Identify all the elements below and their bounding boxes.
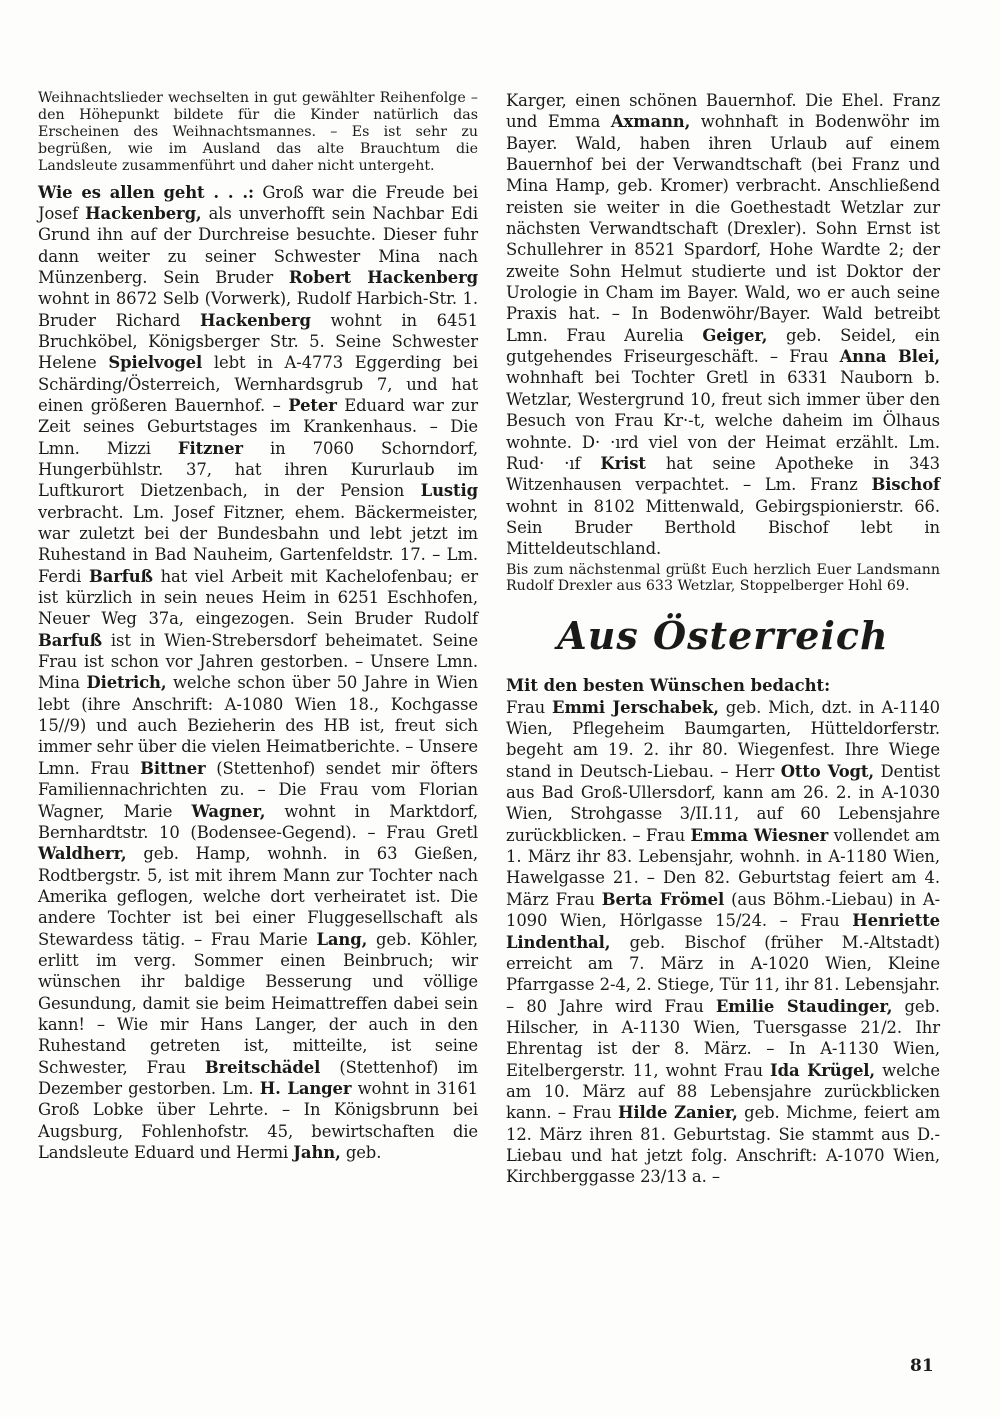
text-run: geb. Hamp, wohnh. in 63 Gießen, Rodtbergstr. 5, ist mit ihrem Mann zur Tochter nach Amerika geflogen, welche dort verheiratet ist. Die andere Tochter ist bei einer Fluggesellschaft als Stewardess tätig. – Frau Marie bbox=[38, 844, 478, 949]
bold-name: Jahn, bbox=[293, 1143, 341, 1162]
bold-name: Emma Wiesner bbox=[690, 825, 829, 845]
text-run: Karger, einen schönen Bauernhof. Die Ehel. Franz und Emma bbox=[506, 91, 940, 132]
right-column bbox=[506, 90, 940, 1188]
news-paragraph-left bbox=[38, 182, 478, 1164]
text-run: wohnt in 8102 Mittenwald, Gebirgspionierstr. 66. Sein Bruder Berthold Bischof lebt in Mitteldeutschland. bbox=[506, 496, 940, 559]
closing-greeting: Bis zum nächstenmal grüßt Euch herzlich Euer Landsmann Rudolf Drexler aus 633 Wetzlar, Stoppelberger Hohl 69. bbox=[506, 561, 940, 595]
birthday-paragraph bbox=[506, 697, 940, 1188]
text-run: wohnt in 6451 Bruchköbel, Königsberger Str. 5. Seine Schwester Helene bbox=[38, 310, 478, 373]
bold-name: Lustig bbox=[420, 481, 478, 501]
text-run: wohnhaft in Bodenwöhr im Bayer. Wald, haben ihren Urlaub auf einem Bauernhof bei der Verwandtschaft (bei Franz und Mina Hamp, geb. Kromer) verbracht. Anschließend reisten sie weiter in die Goethestadt Wetzlar zur nächsten Verwandtschaft (Drexler). Sohn Ernst ist Schullehrer in 8521 Spardorf, Hohe Wardte 2; der zweite Sohn Helmut studierte und ist Doktor der Urologie in Cham im Bayer. Wald, wo er auch seine Praxis hat. – In Bodenwöhr/Bayer. Wald betreibt Lmn. Frau Aurelia bbox=[506, 112, 940, 345]
section-subheading: Mit den besten Wünschen bedacht: bbox=[506, 676, 831, 696]
text-run: (Stettenhof) sendet mir öfters Familiennachrichten zu. – Die Frau vom Florian Wagner, Marie bbox=[38, 758, 478, 821]
text-run: geb. bbox=[340, 1143, 382, 1162]
text-run: verbracht. Lm. Josef Fitzner, ehem. Bäckermeister, war zuletzt bei der Bundesbahn und lebt jetzt im Ruhestand in Bad Nauheim, Gartenfeldstr. 17. – Lm. Ferdi bbox=[38, 502, 478, 586]
text-run: geb. Hilscher, in A-1130 Wien, Tuersgasse 21/2. Ihr Ehrentag ist der 8. März. – In A-1130 Wien, Eitelbergerstr. 11, wohnt Frau bbox=[506, 996, 941, 1080]
bold-name: Wagner, bbox=[191, 801, 266, 821]
bold-name: Anna Blei, bbox=[839, 347, 940, 367]
text-run: welche schon über 50 Jahre in Wien lebt (ihre Anschrift: A-1080 Wien 18., Kochgasse 15//9) und auch Bezieherin des HB ist, freut sich immer sehr über die vielen Heimatberichte. – Unsere Lmn. Frau bbox=[38, 673, 478, 778]
bold-name: Wie es allen geht . . .: bbox=[38, 182, 254, 202]
text-run: wohnt in 8672 Selb (Vorwerk), Rudolf Harbich-Str. 1. Bruder Richard bbox=[38, 289, 478, 330]
text-run: hat viel Arbeit mit Kachelofenbau; er ist kürzlich in sein neues Heim in 6251 Eschhofen, Neuer Weg 37a, eingezogen. Sein Bruder Rudolf bbox=[38, 566, 478, 629]
text-run: ist in Wien-Strebersdorf beheimatet. Seine Frau ist schon vor Jahren gestorben. – Unsere Lmn. Mina bbox=[38, 630, 478, 693]
text-run: geb. Michme, feiert am 12. März ihren 81. Geburtstag. Sie stammt aus D.-Liebau und hat jetzt folg. Anschrift: A-1070 Wien, Kirchberggasse 23/13 a. – bbox=[506, 1103, 941, 1187]
bold-name: Peter bbox=[288, 395, 337, 415]
bold-name: Spielvogel bbox=[108, 353, 203, 373]
text-run: als unverhofft sein Nachbar Edi Grund ihn auf der Durchreise besuchte. Dieser fuhr dann weiter zu seiner Schwester Mina nach Münzenberg. Sein Bruder bbox=[38, 203, 479, 287]
text-run: Eduard war zur Zeit seines Geburtstages im Krankenhaus. – Die Lmn. Mizzi bbox=[38, 395, 478, 458]
left-column bbox=[38, 90, 478, 1163]
text-run: geb. Köhler, erlitt im verg. Sommer einen Beinbruch; wir wünschen ihr baldige Besserung und völlige Gesundung, damit sie beim Heimattreffen dabei sein kann! – Wie mir Hans Langer, der auch in den Ruhestand getreten ist, mitteilte, ist seine Schwester, Frau bbox=[38, 929, 478, 1077]
bold-name: Bittner bbox=[140, 758, 206, 778]
bold-name: Otto Vogt, bbox=[780, 761, 874, 781]
text-run: lebt in A-4773 Eggerding bei Schärding/Österreich, Wernhardsgrub 7, und hat einen größeren Bauernhof. – bbox=[38, 353, 479, 415]
intro-paragraph: Weihnachtslieder wechselten in gut gewählter Reihenfolge – den Höhepunkt bildete für die Kinder natürlich das Erscheinen des Weihnachtsmannes. – Es ist sehr zu begrüßen, wie im Ausland das alte Brauchtum die Landsleute zusammenführt und daher nicht untergeht. bbox=[38, 90, 478, 174]
news-paragraph-right bbox=[506, 90, 940, 560]
text-run: wohnt in Marktdorf, Bernhardtstr. 10 (Bodensee-Gegend). – Frau Gretl bbox=[38, 801, 478, 842]
bold-name: Lang, bbox=[316, 929, 368, 949]
text-run: Dentist aus Bad Groß-Ullersdorf, kann am 26. 2. in A-1030 Wien, Strohgasse 3/II.11, auf 60 Lebensjahre zurückblicken. – Frau bbox=[506, 761, 940, 845]
bold-name: Geiger, bbox=[702, 325, 768, 345]
bold-name: Hackenberg, bbox=[85, 203, 202, 223]
bold-name: Dietrich, bbox=[86, 673, 167, 693]
section-heading: Aus Österreich bbox=[557, 613, 889, 659]
bold-name: Berta Frömel bbox=[601, 889, 725, 909]
text-run: wohnt in 3161 Groß Lobke über Lehrte. – In Königsbrunn bei Augsburg, Fohlenhofstr. 45, bewirtschaften die Landsleute Eduard und Hermi bbox=[38, 1078, 478, 1162]
bold-name: Hackenberg bbox=[200, 310, 311, 330]
bold-name: Hilde Zanier, bbox=[617, 1103, 738, 1123]
text-run: (Stettenhof) im Dezember gestorben. Lm. bbox=[38, 1057, 478, 1098]
text-run: geb. Bischof (früher M.-Altstadt) erreicht am 7. März in A-1020 Wien, Kleine Pfarrgasse 2-4, 2. Stiege, Tür 11, ihr 81. Lebensjahr. – 80 Jahre wird Frau bbox=[506, 932, 940, 1016]
text-run: (aus Böhm.-Liebau) in A-1090 Wien, Hörlgasse 15/24. – Frau bbox=[506, 889, 941, 931]
text-run: wohnhaft bei Tochter Gretl in 6331 Nauborn b. Wetzlar, Westergrund 10, freut sich immer über den Besuch von Frau Kr·-t, welche daheim im Ölhaus wohnte. D· ·ırd viel von der Heimat erzählt. Lm. Rud· ·ıf bbox=[506, 368, 940, 473]
bold-name: Barfuß bbox=[88, 566, 153, 586]
bold-name: Fitzner bbox=[177, 438, 243, 458]
bold-name: Bischof bbox=[871, 475, 940, 495]
bold-name: Waldherr, bbox=[38, 844, 127, 864]
text-run: Frau bbox=[506, 697, 553, 717]
bold-name: Breitschädel bbox=[204, 1057, 321, 1077]
bold-name: H. Langer bbox=[259, 1078, 352, 1098]
bold-name: Barfuß bbox=[38, 630, 102, 650]
text-run: hat seine Apotheke in 343 Witzenhausen verpachtet. – Lm. Franz bbox=[506, 453, 941, 495]
text-run: Groß war die Freude bei Josef bbox=[38, 182, 478, 223]
text-run: geb. Mich, dzt. in A-1140 Wien, Pflegeheim Baumgarten, Hütteldorferstr. begeht am 19. 2. ihr 80. Wiegenfest. Ihre Wiege stand in Deutsch-Liebau. – Herr bbox=[506, 697, 940, 781]
bold-name: Emilie Staudinger, bbox=[715, 996, 893, 1016]
bold-name: Axmann, bbox=[610, 112, 691, 132]
text-run: in 7060 Schorndorf, Hungerbühlstr. 37, hat ihren Kururlaub im Luftkurort Dietzenbach, in der Pension bbox=[38, 438, 478, 501]
text-run: geb. Seidel, ein gutgehendes Friseurgeschäft. – Frau bbox=[506, 325, 941, 367]
page-number: 81 bbox=[910, 1356, 934, 1376]
bold-name: Krist bbox=[600, 453, 646, 473]
bold-name: Emmi Jerschabek, bbox=[552, 697, 719, 717]
bold-name: Henriette Lindenthal, bbox=[506, 911, 940, 952]
bold-name: Ida Krügel, bbox=[770, 1060, 876, 1080]
text-run: vollendet am 1. März ihr 83. Lebensjahr, wohnh. in A-1180 Wien, Hawelgasse 21. – Den 82. Geburtstag feiert am 4. März Frau bbox=[506, 825, 940, 909]
bold-name: Robert Hackenberg bbox=[288, 267, 478, 287]
text-run: welche am 10. März auf 88 Lebensjahre zurückblicken kann. – Frau bbox=[506, 1060, 940, 1123]
